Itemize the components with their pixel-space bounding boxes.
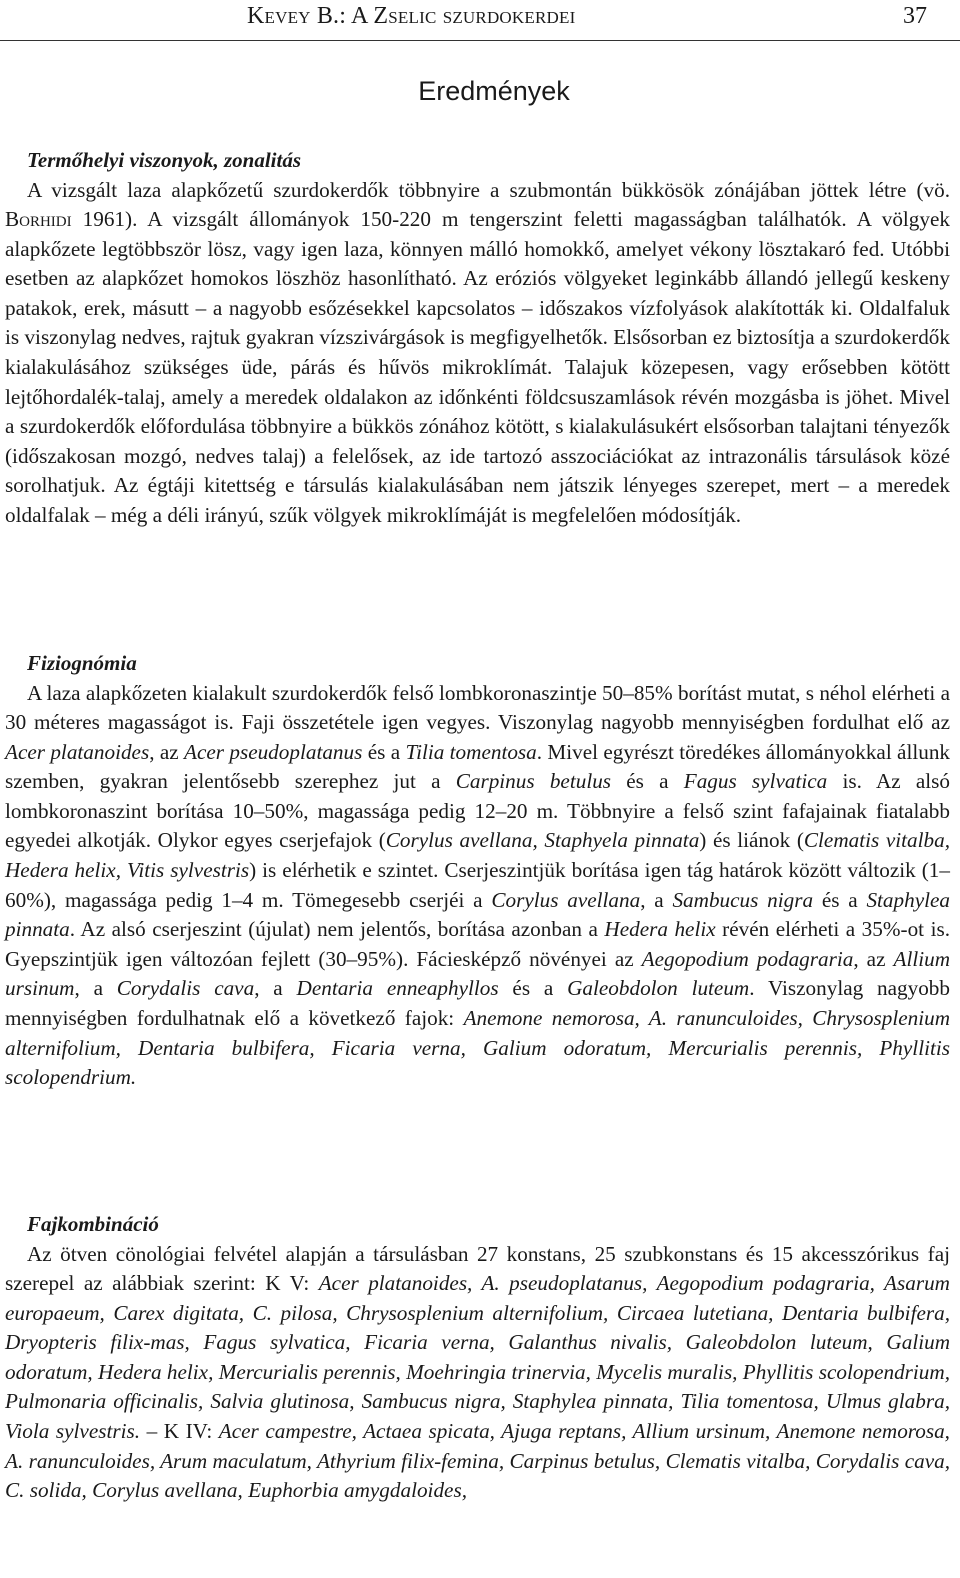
text-run: , a [640,887,673,912]
species-name: Acer pseudoplatanus [184,739,363,764]
text-run: és a [813,887,867,912]
text-run: ) is elérhetik e szintet. Cserjeszintjük borítása igen tág határok között változik (1–60%), magassága pedig 1–4 m. Tömegesebb cserjéi a [5,858,950,912]
section-species-combination [5,1210,950,1506]
text-run: 1961). A vizsgált állományok 150-220 m tengerszint feletti magasságban találhatók. A völgyek alapkőzete legtöbbször lösz, vagy igen laza, könnyen málló homokkő, amelyet vékony lösztakaró fed. Utóbbi esetben az alapkőzet homokos löszhöz hasonlítható. Az eróziós völgyeket leginkább állandó jellegű keskeny patakok, erek, másutt – a nagyobb esőzésekkel kapcsolatos – időszakos vízfolyások alakították ki. Oldalfaluk is viszonylag nedves, rajtuk gyakran vízszivárgások is megfigyelhetők. Elsősorban ez biztosítja a szurdokerdők kialakulásához szükséges üde, párás és hűvös mikroklímát. Talajuk közepesen, vagy erősebben kötött lejtőhordalék-talaj, amely a meredek oldalakon az időnkénti földcsuszamlások révén mozgásba is jöhet. Mivel a szurdokerdők előfordulása többnyire a bükkös zónához kötött, s kialakulásukért elsősorban talajtani tényezők (időszakosan mozgó, nedves talaj) a felelősek, az ide tartozó asszociációkat az intrazonális társulások közé sorolhatjuk. Az égtáji kitettség e társulás kialakulásában nem játszik lényeges szerepet, mert – a meredek oldalfalak – még a déli irányú, szűk völgyek mikroklímáját is megfelelően módosítják. [5,207,950,528]
text-run: és a [611,769,684,794]
paragraph [5,679,950,1093]
species-name: Hedera helix [604,917,716,942]
author-citation: Borhidi [5,207,72,232]
species-name: Anemone nemorosa, A. ranunculoides, Chrysosplenium alternifolium, Dentaria bulbifera, Ficaria verna, Galium odoratum, Mercurialis perennis, Phyllitis scolopendrium. [5,1006,951,1090]
species-name: Acer platanoides [5,739,150,764]
species-name: Allium ursinum [5,946,951,1001]
species-name: Clematis vitalba, Hedera helix, Vitis sylvestris [5,828,950,883]
text-run: . Az alsó cserjeszint (újulat) nem jelentős, borítása azonban a [69,917,605,942]
running-header [0,0,960,41]
species-name: Corydalis cava [116,976,255,1001]
species-name: Acer platanoides, A. pseudoplatanus, Aegopodium podagraria, Asarum europaeum, Carex digitata, C. pilosa, Chrysosplenium alternifolium, Circaea lutetiana, Dentaria bulbifera, Dryopteris filix-mas, Fagus sylvatica, Ficaria verna, Galanthus nivalis, Galeobdolon luteum, Galium odoratum, Hedera helix, Mercurialis perennis, Moehringia trinervia, Mycelis muralis, Phyllitis scolopendrium, Pulmonaria officinalis, Salvia glutinosa, Sambucus nigra, Staphylea pinnata, Tilia tomentosa, Ulmus glabra, Viola sylvestris. [5,1271,950,1444]
species-name: Corylus avellana [491,887,641,912]
text-run: . Viszonylag nagyobb mennyiségben fordulhatnak elő a következő fajok: [5,976,950,1031]
species-name: Galeobdolon luteum [567,976,750,1001]
text-run: Az ötven cönológiai felvétel alapján a társulásban 27 konstans, 25 szubkonstans és 15 akcesszórikus faj szerepel az alábbiak szerint: K V: [5,1241,950,1296]
running-title: Kevey B.: A Zselic szurdokerdei [247,3,576,29]
text-run: . Mivel egyrészt töredékes állományokkal állunk szemben, gyakran jelentősebb szerephez jut a [5,739,951,794]
text-run: révén elérheti a 35%-ot is. Gyepszintjük igen változóan fejlett (30–95%). Fáciesképző növényei az [5,917,951,971]
text-run: , az [149,739,185,764]
text-run: A laza alapkőzeten kialakult szurdokerdők felső lombkoronaszintje 50–85% borítást mutat, s néhol elérheti a 30 méteres magasságot is. Faji összetétele igen vegyes. Viszonylag nagyobb mennyiségben fordulhat elő az [5,680,950,735]
subheading: Fajkombináció [27,1212,159,1236]
paragraph [5,1240,950,1506]
section-physiognomy [5,649,950,1093]
page-number: 37 [903,3,927,29]
subheading: Fiziognómia [27,651,137,675]
subheading: Termőhelyi viszonyok, zonalitás [27,148,301,172]
text-run: , a [74,976,117,1001]
species-name: Fagus sylvatica [683,769,828,794]
paragraph [5,176,950,531]
text-run: A vizsgált laza alapkőzetű szurdokerdők többnyire a szubmontán bükkösök zónájában jöttek létre (vö. [27,177,950,202]
species-name: Acer campestre, Actaea spicata, Ajuga reptans, Allium ursinum, Anemone nemorosa, A. ranunculoides, Arum maculatum, Athyrium filix-femina, Carpinus betulus, Clematis vitalba, Corydalis cava, C. solida, Corylus avellana, Euphorbia amygdaloides, [5,1419,950,1503]
species-name: Corylus avellana, Staphyela pinnata [385,828,700,853]
text-run: , a [254,976,297,1001]
species-name: Dentaria enneaphyllos [296,976,499,1001]
section-title: Eredmények [418,76,570,106]
text-run: és a [498,976,568,1001]
text-run: és a [362,739,406,764]
species-name: Staphylea pinnata [5,887,951,942]
species-name: Tilia tomentosa [405,739,537,764]
species-name: Aegopodium podagraria [641,946,854,971]
text-run: ) és liánok ( [699,828,804,853]
text-run: is. Az alsó lombkoronaszint borítása 10–50%, magassága pedig 12–20 m. Többnyire a felső szint fafajainak fiatalabb egyedei alkotják. Olykor egyes cserjefajok ( [5,769,950,853]
species-name: Carpinus betulus [455,769,612,794]
section-site-conditions [5,146,950,531]
species-name: Sambucus nigra [672,887,814,912]
text-run: , az [853,946,894,971]
text-run: – K IV: [140,1419,219,1444]
